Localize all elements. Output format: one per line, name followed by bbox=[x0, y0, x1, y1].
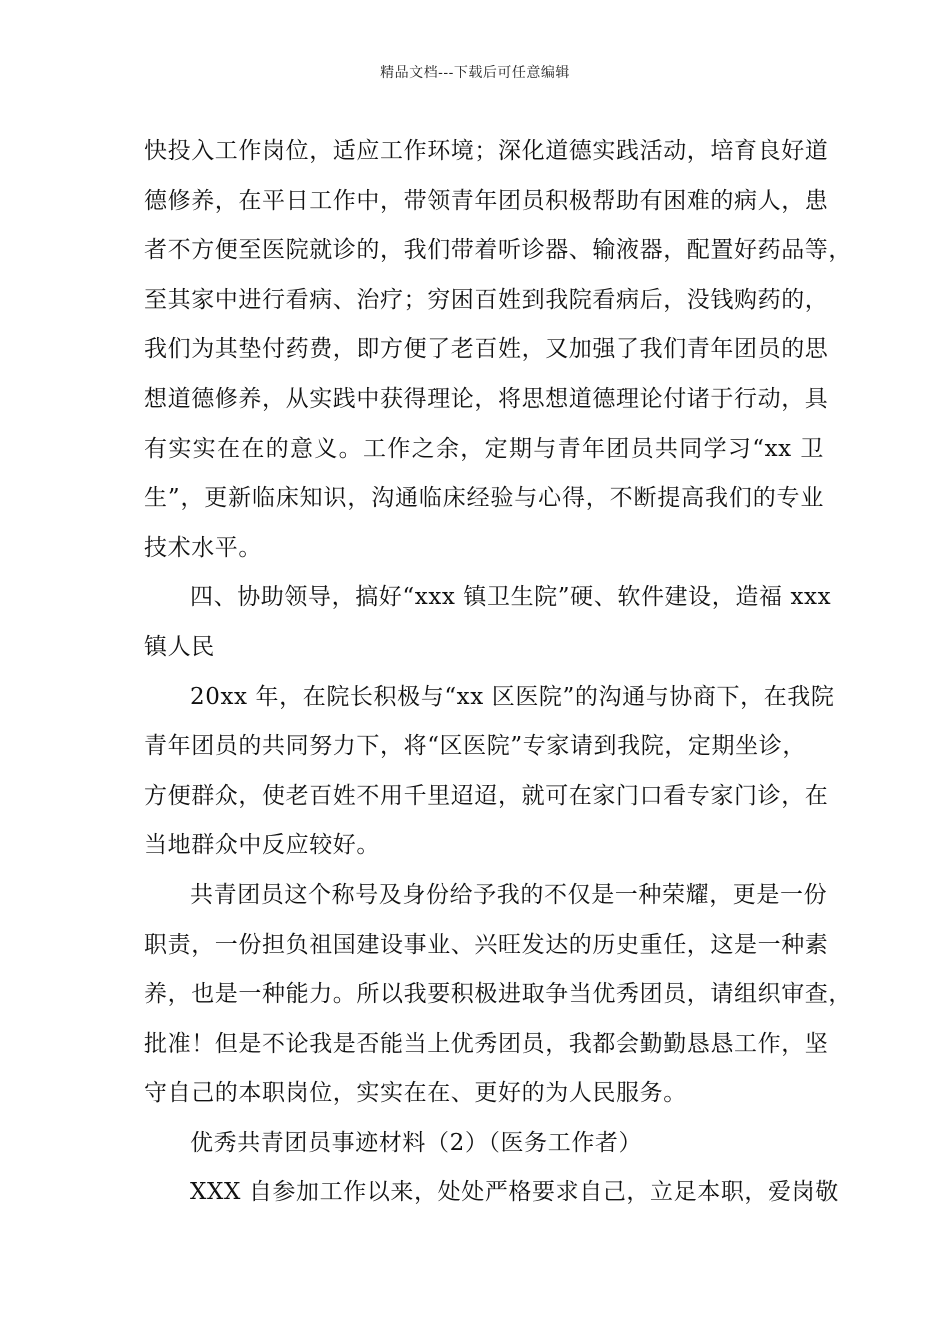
text-line: 我们为其垫付药费，即方便了老百姓，又加强了我们青年团员的思 bbox=[144, 336, 829, 363]
text-line: 20xx 年，在院长积极与“xx 区医院”的沟通与协商下，在我院 bbox=[190, 683, 835, 710]
text-line: 技术水平。 bbox=[144, 534, 262, 561]
text-line: 快投入工作岗位，适应工作环境；深化道德实践活动，培育良好道 bbox=[144, 138, 829, 164]
text-line: 批准！但是不论我是否能当上优秀团员，我都会勤勤恳恳工作，坚 bbox=[144, 1030, 829, 1057]
text-line: 想道德修养，从实践中获得理论，将思想道德理论付诸于行动，具 bbox=[144, 385, 829, 412]
text-line: 养，也是一种能力。所以我要积极进取争当优秀团员，请组织审查， bbox=[144, 981, 852, 1008]
text-line: 四、协助领导，搞好“xxx 镇卫生院”硬、软件建设，造福 xxx bbox=[190, 584, 832, 611]
text-line: 有实实在在的意义。工作之余，定期与青年团员共同学习“xx 卫 bbox=[144, 435, 824, 462]
text-line: 职责，一份担负祖国建设事业、兴旺发达的历史重任，这是一种素 bbox=[144, 931, 829, 958]
text-line: 守自己的本职岗位，实实在在、更好的为人民服务。 bbox=[144, 1080, 687, 1107]
text-line: 当地群众中反应较好。 bbox=[144, 832, 380, 859]
document-body bbox=[144, 127, 852, 1218]
text-line: XXX 自参加工作以来，处处严格要求自己，立足本职，爱岗敬 bbox=[190, 1179, 839, 1206]
text-line: 者不方便至医院就诊的，我们带着听诊器、输液器，配置好药品等， bbox=[144, 237, 852, 264]
text-line: 生”，更新临床知识，沟通临床经验与心得，不断提高我们的专业 bbox=[144, 485, 824, 512]
page-header: 精品文档---下载后可任意编辑 bbox=[380, 65, 570, 81]
text-line: 镇人民 bbox=[144, 633, 215, 660]
text-line: 青年团员的共同努力下，将“区医院”专家请到我院，定期坐诊， bbox=[144, 733, 806, 760]
text-line: 方便群众，使老百姓不用千里迢迢，就可在家门口看专家门诊，在 bbox=[144, 782, 829, 809]
text-line: 优秀共青团员事迹材料（2）（医务工作者） bbox=[190, 1129, 643, 1156]
text-line: 至其家中进行看病、治疗；穷困百姓到我院看病后，没钱购药的， bbox=[144, 286, 829, 313]
text-line: 共青团员这个称号及身份给予我的不仅是一种荣耀，更是一份 bbox=[190, 881, 828, 908]
text-line: 德修养，在平日工作中，带领青年团员积极帮助有困难的病人，患 bbox=[144, 187, 829, 214]
